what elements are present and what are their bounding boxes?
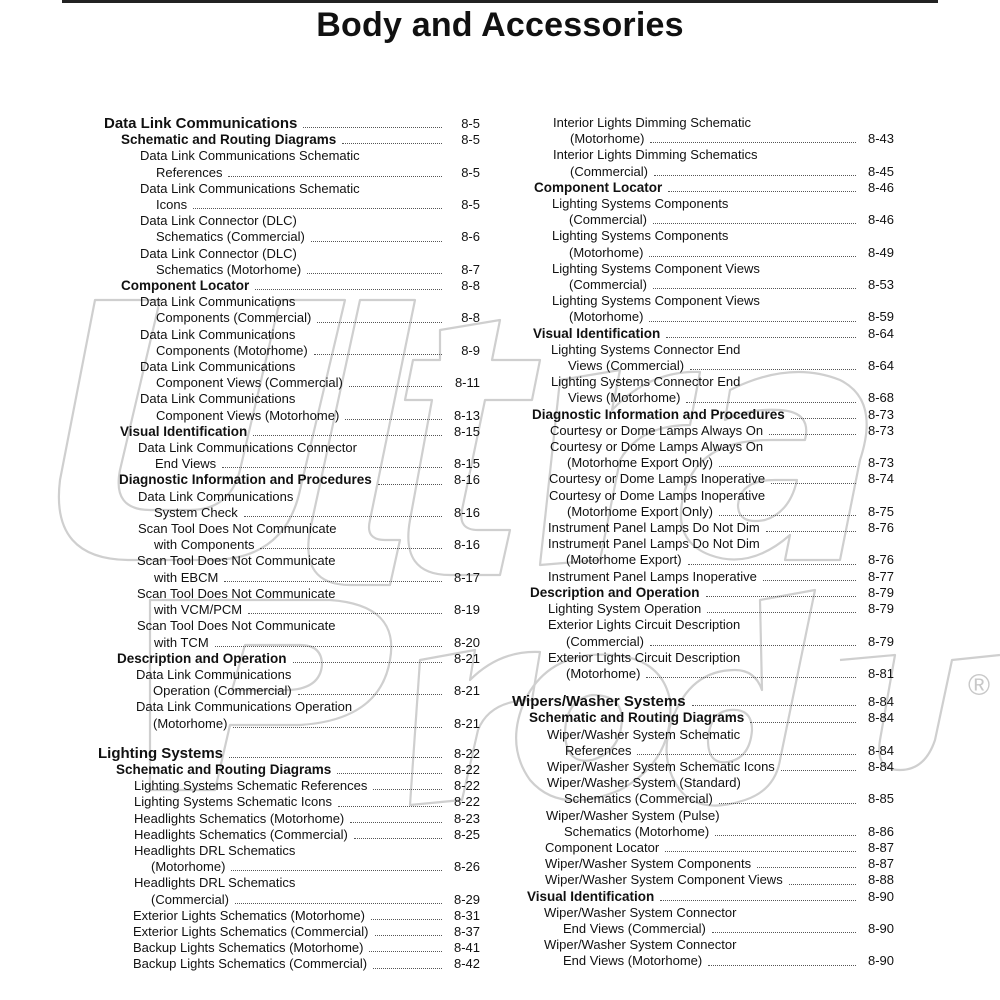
toc-entry[interactable]: References 8-5 [156, 164, 480, 180]
toc-entry[interactable]: Views (Commercial) 8-64 [568, 358, 894, 374]
toc-entry[interactable]: Schematics (Motorhome) 8-86 [564, 823, 894, 839]
toc-entry[interactable]: Headlights Schematics (Commercial) 8-25 [134, 826, 480, 842]
toc-entry[interactable]: Component Locator 8-87 [545, 839, 894, 855]
toc-entry[interactable]: (Motorhome Export Only) 8-73 [567, 455, 894, 471]
toc-entry[interactable]: (Motorhome) 8-81 [566, 665, 894, 681]
toc-entry[interactable]: (Commercial) 8-53 [569, 277, 894, 293]
toc-entry[interactable]: with TCM 8-20 [154, 634, 480, 650]
toc-entry[interactable]: Wiper/Washer System Schematic Icons 8-84 [547, 758, 894, 774]
toc-entry-line1: Scan Tool Does Not Communicate [138, 521, 337, 537]
toc-entry[interactable]: Schematic and Routing Diagrams 8-22 [116, 761, 480, 777]
toc-entry-line1: Scan Tool Does Not Communicate [137, 618, 336, 634]
toc-entry[interactable]: (Motorhome) 8-26 [151, 859, 480, 875]
toc-entry-line1: Wiper/Washer System Schematic [547, 726, 741, 742]
toc-entry-line1: Exterior Lights Circuit Description [548, 617, 741, 633]
toc-left-column [98, 116, 480, 973]
toc-entry-line1: Data Link Communications [136, 666, 292, 682]
toc-entry[interactable]: References 8-84 [565, 742, 894, 758]
toc-entry-line1: Data Link Communications [140, 326, 296, 342]
toc-entry[interactable]: Instrument Panel Lamps Do Not Dim 8-76 [548, 520, 894, 536]
toc-entry[interactable]: Lighting System Operation 8-79 [548, 601, 894, 617]
toc-entry[interactable]: Exterior Lights Schematics (Motorhome) 8-31 [133, 907, 480, 923]
toc-entry[interactable]: with VCM/PCM 8-19 [154, 602, 480, 618]
toc-entry[interactable]: Schematics (Commercial) 8-85 [564, 791, 894, 807]
toc-entry-line1: Wiper/Washer System (Pulse) [546, 807, 720, 823]
toc-entry-line1: Instrument Panel Lamps Do Not Dim [548, 536, 760, 552]
toc-entry[interactable]: (Commercial) 8-46 [569, 212, 894, 228]
toc-entry[interactable]: (Motorhome) 8-21 [153, 715, 480, 731]
toc-entry-line1: Data Link Communications Connector [138, 440, 357, 456]
toc-entry-line1: Data Link Communications [140, 294, 296, 310]
toc-entry[interactable]: Headlights Schematics (Motorhome) 8-23 [134, 810, 480, 826]
toc-entry-line1: Wiper/Washer System (Standard) [547, 775, 741, 791]
toc-entry[interactable]: End Views 8-15 [155, 456, 480, 472]
toc-entry-line1: Lighting Systems Components [552, 228, 729, 244]
toc-entry[interactable]: Backup Lights Schematics (Motorhome) 8-41 [133, 940, 480, 956]
toc-entry[interactable]: Visual Identification 8-90 [527, 888, 894, 904]
toc-entry[interactable]: Component Views (Commercial) 8-11 [156, 375, 480, 391]
toc-entry[interactable]: (Motorhome) 8-43 [570, 131, 894, 147]
toc-entry[interactable]: Wipers/Washer Systems 8-84 [512, 693, 894, 711]
toc-entry[interactable]: Diagnostic Information and Procedures 8-16 [119, 472, 480, 488]
toc-entry[interactable]: Component Views (Motorhome) 8-13 [156, 407, 480, 423]
toc-entry-line1: Courtesy or Dome Lamps Always On [550, 439, 764, 455]
toc-entry-line1: Lighting Systems Component Views [552, 293, 760, 309]
toc-entry[interactable]: Operation (Commercial) 8-21 [153, 683, 480, 699]
toc-entry[interactable]: Schematic and Routing Diagrams 8-5 [121, 132, 480, 148]
toc-entry[interactable]: Description and Operation 8-79 [530, 584, 894, 600]
toc-entry-line1: Data Link Communications Operation [136, 699, 353, 715]
toc-entry[interactable]: Components (Motorhome) 8-9 [156, 342, 480, 358]
toc-entry-line1: Headlights DRL Schematics [134, 842, 296, 858]
toc-entry[interactable]: with Components 8-16 [154, 537, 480, 553]
toc-entry[interactable]: (Commercial) 8-79 [566, 633, 894, 649]
toc-entry[interactable]: Component Locator 8-8 [121, 278, 480, 294]
toc-entry-line1: Courtesy or Dome Lamps Inoperative [549, 487, 766, 503]
toc-entry-line1: Lighting Systems Connector End [551, 374, 741, 390]
toc-entry[interactable]: End Views (Motorhome) 8-90 [563, 953, 894, 969]
toc-entry[interactable]: Visual Identification 8-64 [533, 325, 894, 341]
toc-entry[interactable]: (Commercial) 8-45 [570, 163, 894, 179]
top-rule [62, 0, 938, 3]
toc-entry[interactable]: Backup Lights Schematics (Commercial) 8-42 [133, 956, 480, 972]
toc-entry-line1: Headlights DRL Schematics [134, 875, 296, 891]
toc-entry[interactable]: Visual Identification 8-15 [120, 423, 480, 439]
toc-entry[interactable]: Exterior Lights Schematics (Commercial) 8-37 [133, 923, 480, 939]
toc-entry[interactable]: (Motorhome) 8-59 [569, 309, 894, 325]
toc-entry-line1: Interior Lights Dimming Schematic [553, 115, 751, 130]
toc-entry-line1: Lighting Systems Component Views [552, 260, 760, 276]
toc-right-column [512, 115, 894, 970]
toc-entry-line1: Data Link Communications Schematic [140, 180, 360, 196]
toc-entry-line1: Interior Lights Dimming Schematics [553, 147, 758, 163]
toc-entry-line1: Data Link Connector (DLC) [140, 245, 297, 261]
toc-entry[interactable]: Courtesy or Dome Lamps Inoperative 8-74 [549, 471, 894, 487]
toc-entry[interactable]: Schematic and Routing Diagrams 8-84 [529, 710, 894, 726]
page-title: Body and Accessories [316, 6, 684, 44]
toc-entry-line1: Scan Tool Does Not Communicate [137, 553, 336, 569]
toc-entry-line1: Data Link Communications [138, 488, 294, 504]
toc-entry[interactable]: (Motorhome Export Only) 8-75 [567, 503, 894, 519]
toc-entry[interactable]: (Commercial) 8-29 [151, 891, 480, 907]
toc-entry-line1: Data Link Communications Schematic [140, 148, 360, 164]
toc-entry[interactable]: Description and Operation 8-21 [117, 650, 480, 666]
toc-entry[interactable]: (Motorhome Export) 8-76 [566, 552, 894, 568]
toc-entry[interactable]: Instrument Panel Lamps Inoperative 8-77 [548, 568, 894, 584]
toc-entry-line1: Wiper/Washer System Connector [544, 937, 737, 953]
toc-entry[interactable]: with EBCM 8-17 [154, 569, 480, 585]
toc-entry-line1: Exterior Lights Circuit Description [548, 649, 741, 665]
toc-entry[interactable]: Data Link Communications 8-5 [104, 115, 480, 132]
toc-entry[interactable]: Components (Commercial) 8-8 [156, 310, 480, 326]
toc-entry[interactable]: Diagnostic Information and Procedures 8-73 [532, 406, 894, 422]
toc-entry-line1: Lighting Systems Connector End [551, 341, 741, 357]
toc-entry-line1: Data Link Communications [140, 359, 296, 375]
toc-entry[interactable]: (Motorhome) 8-49 [569, 244, 894, 260]
toc-entry[interactable]: Component Locator 8-46 [534, 179, 894, 195]
toc-entry-line1: Wiper/Washer System Connector [544, 904, 737, 920]
toc-entry[interactable]: End Views (Commercial) 8-90 [563, 920, 894, 936]
toc-entry[interactable]: Wiper/Washer System Component Views 8-88 [545, 872, 894, 888]
registered-mark: ® [968, 669, 991, 702]
toc-entry[interactable]: Courtesy or Dome Lamps Always On 8-73 [550, 422, 894, 438]
toc-entry[interactable]: Icons 8-5 [156, 197, 480, 213]
toc-entry[interactable]: Lighting Systems Schematic Icons 8-22 [134, 794, 480, 810]
toc-entry[interactable]: Lighting Systems Schematic References 8-22 [134, 778, 480, 794]
toc-entry-line1: Scan Tool Does Not Communicate [137, 585, 336, 601]
toc-entry-line1: Lighting Systems Components [552, 196, 729, 212]
toc-entry[interactable]: System Check 8-16 [154, 504, 480, 520]
toc-entry[interactable]: Schematics (Motorhome) 8-7 [156, 261, 480, 277]
toc-entry-line1: Data Link Communications [140, 391, 296, 407]
toc-entry[interactable]: Lighting Systems 8-22 [98, 744, 480, 762]
toc-entry[interactable]: Wiper/Washer System Components 8-87 [545, 856, 894, 872]
toc-entry[interactable]: Schematics (Commercial) 8-6 [156, 229, 480, 245]
toc-entry[interactable]: Views (Motorhome) 8-68 [568, 390, 894, 406]
toc-entry-line1: Data Link Connector (DLC) [140, 213, 297, 229]
